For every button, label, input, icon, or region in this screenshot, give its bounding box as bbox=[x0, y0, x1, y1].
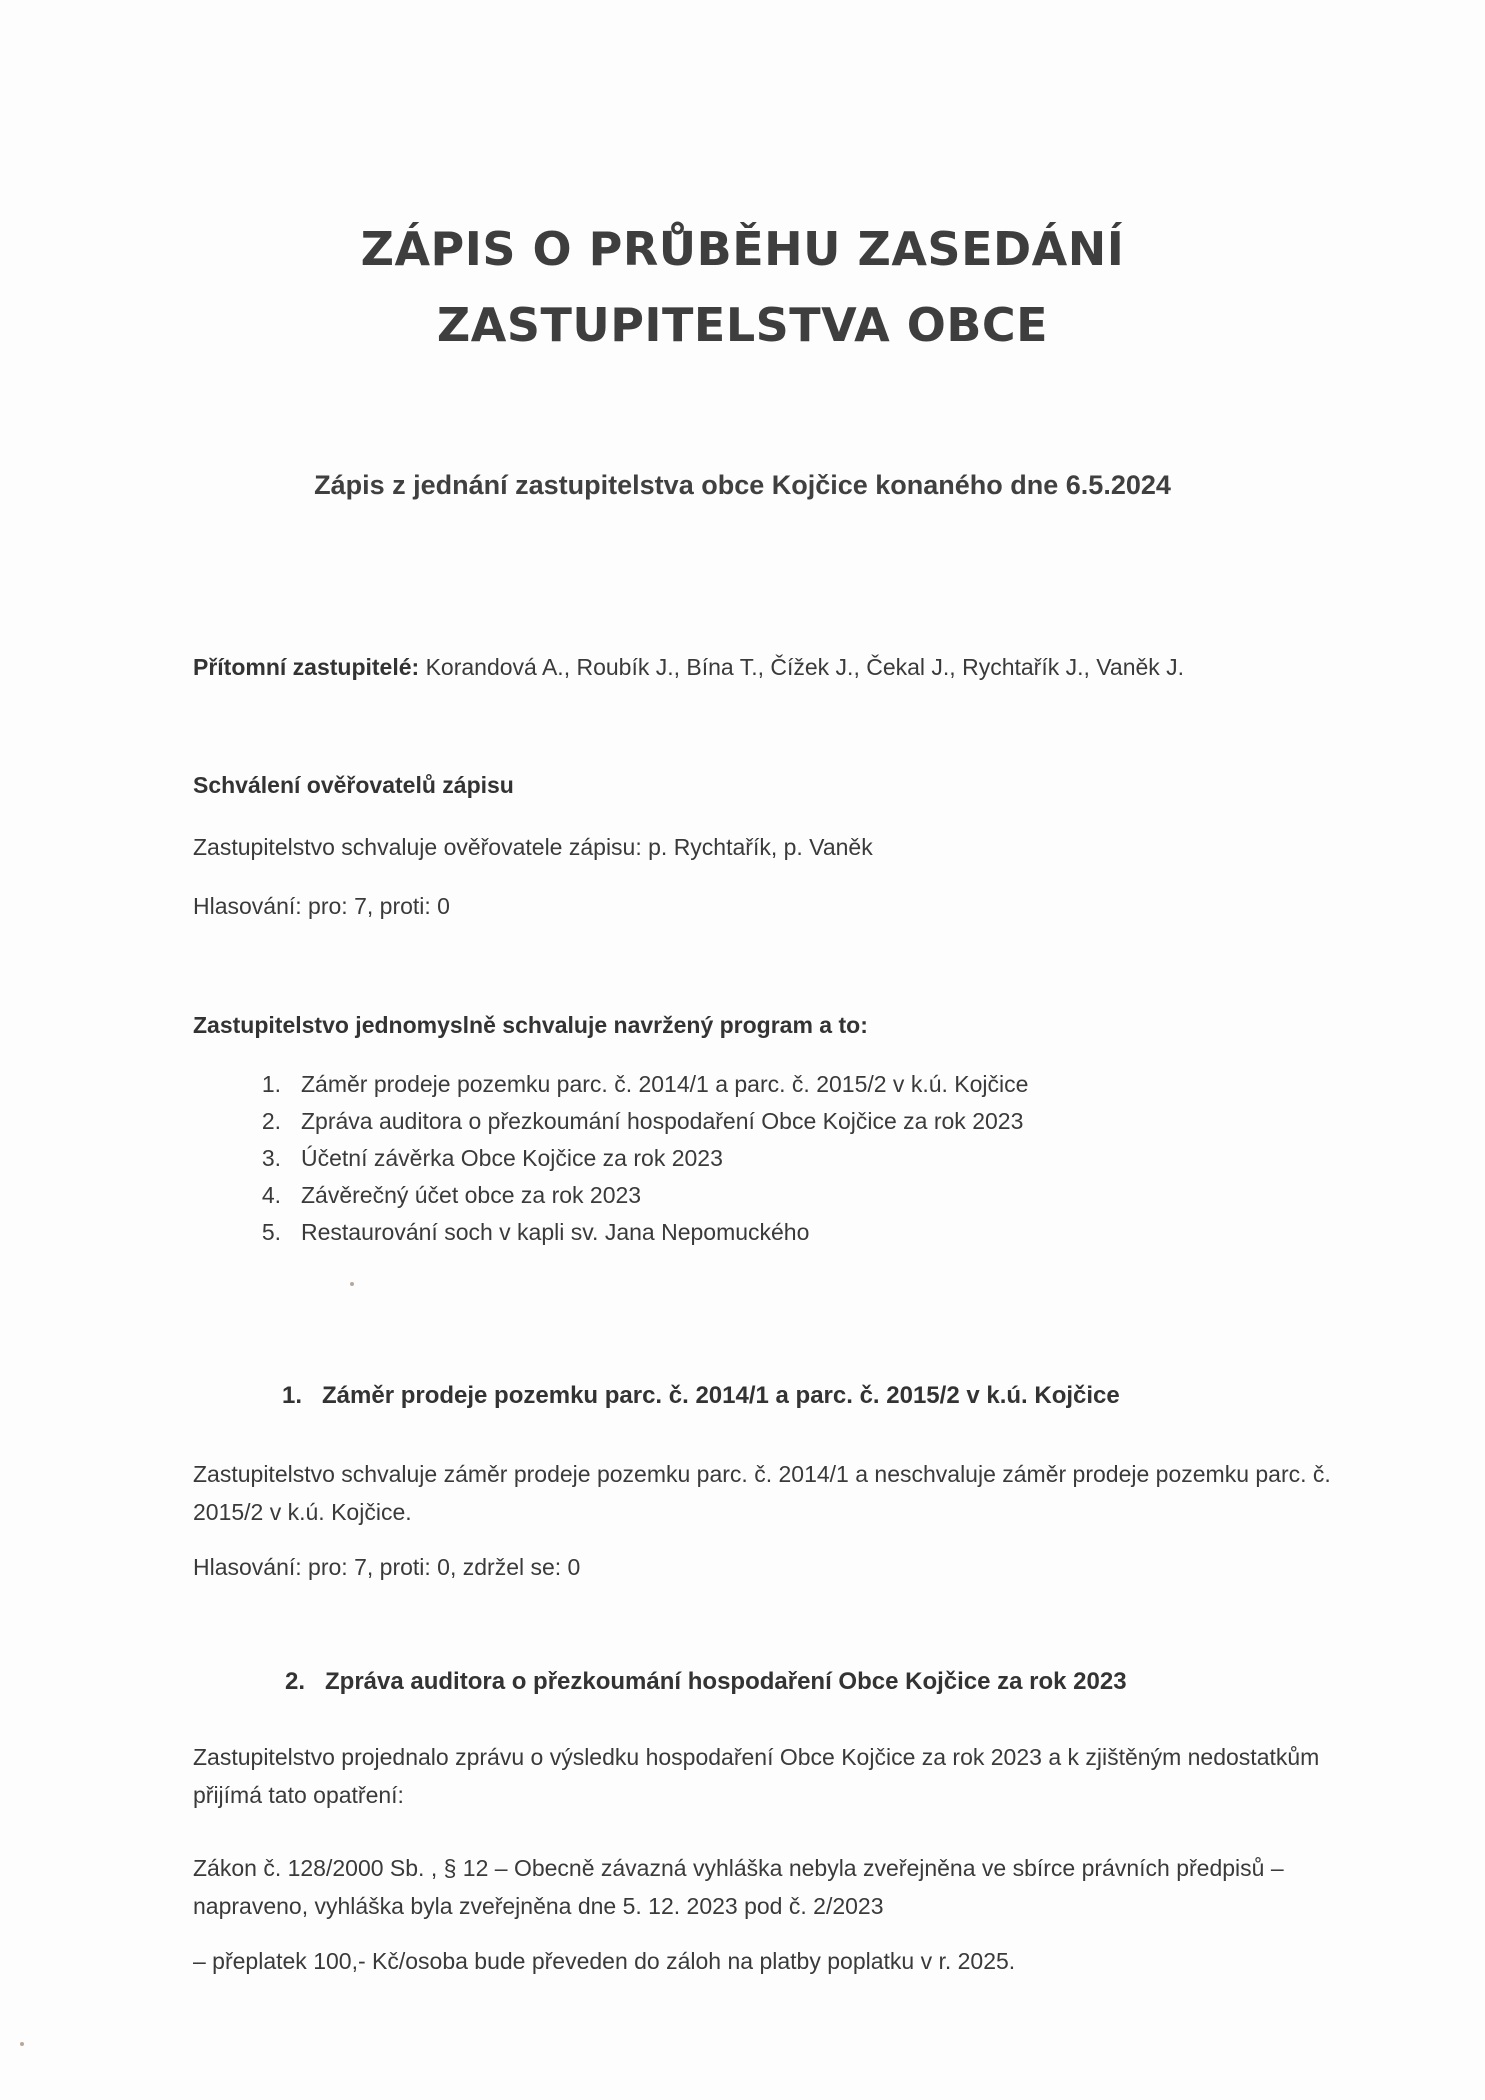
section2-number: 2. bbox=[285, 1668, 306, 1695]
program-item-text: Závěrečný účet obce za rok 2023 bbox=[301, 1182, 642, 1208]
program-item-text: Účetní závěrka Obce Kojčice za rok 2023 bbox=[301, 1145, 723, 1171]
program-item bbox=[193, 1066, 1028, 1103]
section1-heading bbox=[282, 1382, 1120, 1410]
program-item-number: 4. bbox=[261, 1182, 281, 1208]
program-heading: Zastupitelstvo jednomyslně schvaluje navržený program a to: bbox=[193, 1012, 868, 1038]
program-list bbox=[193, 1066, 1028, 1251]
program-item-number: 5. bbox=[261, 1219, 281, 1245]
document-title-line1: ZÁPIS O PRŮBĚHU ZASEDÁNÍ bbox=[360, 222, 1125, 276]
program-item-text: Zpráva auditora o přezkoumání hospodaření Obce Kojčice za rok 2023 bbox=[301, 1108, 1024, 1134]
attendees-line bbox=[193, 654, 1184, 681]
program-item-number: 3. bbox=[261, 1145, 281, 1171]
program-item bbox=[193, 1140, 1028, 1177]
section2-law-text: Zákon č. 128/2000 Sb. , § 12 – Obecně závazná vyhláška nebyla zveřejněna ve sbírce právních předpisů – napraveno, vyhláška byla zveřejněna dne 5. 12. 2023 pod č. 2/2023 bbox=[193, 1855, 1284, 1919]
verifiers-text: Zastupitelstvo schvaluje ověřovatele zápisu: p. Rychtařík, p. Vaněk bbox=[193, 834, 873, 860]
section1-number: 1. bbox=[282, 1382, 303, 1409]
verifiers-heading: Schválení ověřovatelů zápisu bbox=[193, 772, 514, 798]
program-item-text: Restaurování soch v kapli sv. Jana Nepomuckého bbox=[301, 1219, 810, 1245]
section1-text: Zastupitelstvo schvaluje záměr prodeje pozemku parc. č. 2014/1 a neschvaluje záměr prodeje pozemku parc. č. 2015/2 v k.ú. Kojčice. bbox=[193, 1461, 1331, 1525]
scan-speck bbox=[350, 1282, 354, 1286]
program-item bbox=[193, 1103, 1028, 1140]
document-subtitle: Zápis z jednání zastupitelstva obce Kojčice konaného dne 6.5.2024 bbox=[314, 470, 1171, 500]
scan-speck bbox=[20, 2042, 24, 2046]
section1-vote: Hlasování: pro: 7, proti: 0, zdržel se: 0 bbox=[193, 1554, 581, 1580]
section1-title: Záměr prodeje pozemku parc. č. 2014/1 a parc. č. 2015/2 v k.ú. Kojčice bbox=[322, 1382, 1120, 1409]
program-item bbox=[193, 1177, 1028, 1214]
attendees-label: Přítomní zastupitelé: bbox=[193, 654, 420, 680]
program-item-number: 1. bbox=[261, 1071, 281, 1097]
program-item-text: Záměr prodeje pozemku parc. č. 2014/1 a parc. č. 2015/2 v k.ú. Kojčice bbox=[301, 1071, 1029, 1097]
section2-text: Zastupitelstvo projednalo zprávu o výsledku hospodaření Obce Kojčice za rok 2023 a k zjištěným nedostatkům přijímá tato opatření: bbox=[193, 1744, 1320, 1808]
document-title-line2: ZASTUPITELSTVA OBCE bbox=[436, 298, 1049, 352]
verifiers-vote: Hlasování: pro: 7, proti: 0 bbox=[193, 893, 450, 919]
section2-heading bbox=[285, 1668, 1127, 1696]
section2-overpayment-text: – přeplatek 100,- Kč/osoba bude převeden do záloh na platby poplatku v r. 2025. bbox=[193, 1948, 1016, 1974]
program-item-number: 2. bbox=[261, 1108, 281, 1134]
program-item bbox=[193, 1214, 1028, 1251]
section2-title: Zpráva auditora o přezkoumání hospodaření Obce Kojčice za rok 2023 bbox=[325, 1668, 1127, 1695]
attendees-names: Korandová A., Roubík J., Bína T., Čížek J., Čekal J., Rychtařík J., Vaněk J. bbox=[425, 654, 1185, 680]
